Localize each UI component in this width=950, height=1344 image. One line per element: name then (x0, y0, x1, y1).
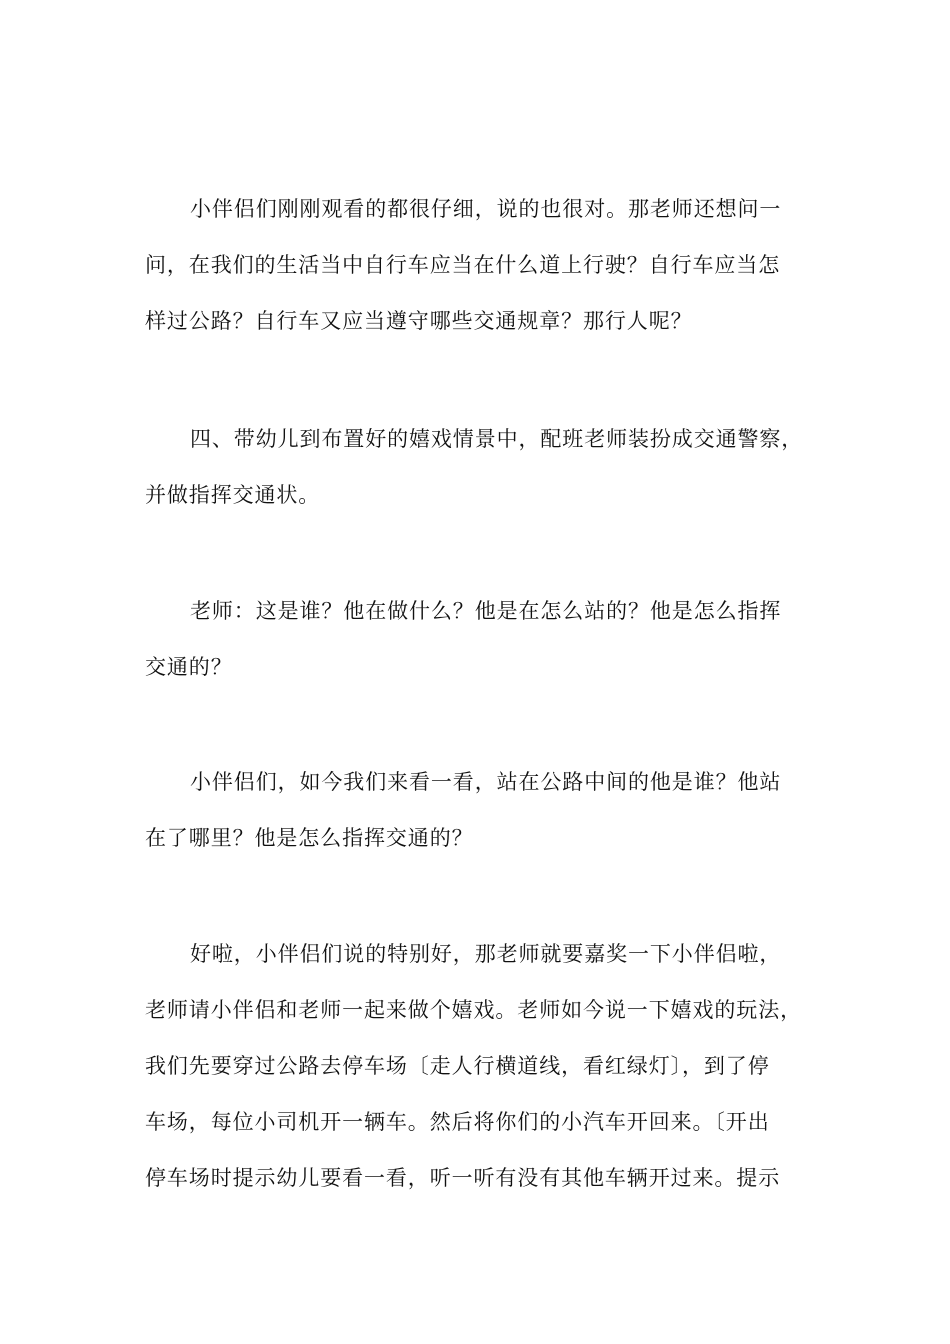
text-line: 小伴侣们，如今我们来看一看，站在公路中间的他是谁？他站 (190, 770, 782, 794)
text-line: 小伴侣们刚刚观看的都很仔细，说的也很对。那老师还想问一 (190, 197, 782, 221)
text-line: 问，在我们的生活当中自行车应当在什么道上行驶？自行车应当怎 (145, 253, 781, 277)
text-line: 车场，每位小司机开一辆车。然后将你们的小汽车开回来。〔开出 (145, 1110, 770, 1134)
text-line: 老师：这是谁？他在做什么？他是在怎么站的？他是怎么指挥 (190, 599, 782, 623)
text-line: 交通的？ (145, 655, 233, 679)
text-line: 四、带幼儿到布置好的嬉戏情景中，配班老师装扮成交通警察， (190, 427, 804, 451)
text-line: 我们先要穿过公路去停车场〔走人行横道线，看红绿灯〕，到了停 (145, 1054, 770, 1078)
text-line: 并做指挥交通状。 (145, 483, 321, 507)
text-line: 样过公路？自行车又应当遵守哪些交通规章？那行人呢？ (145, 309, 693, 333)
text-line: 老师请小伴侣和老师一起来做个嬉戏。老师如今说一下嬉戏的玩法， (145, 998, 802, 1022)
text-line: 在了哪里？他是怎么指挥交通的？ (145, 826, 474, 850)
text-line: 停车场时提示幼儿要看一看，听一听有没有其他车辆开过来。提示 (145, 1166, 781, 1190)
text-line: 好啦，小伴侣们说的特别好，那老师就要嘉奖一下小伴侣啦， (190, 942, 782, 966)
